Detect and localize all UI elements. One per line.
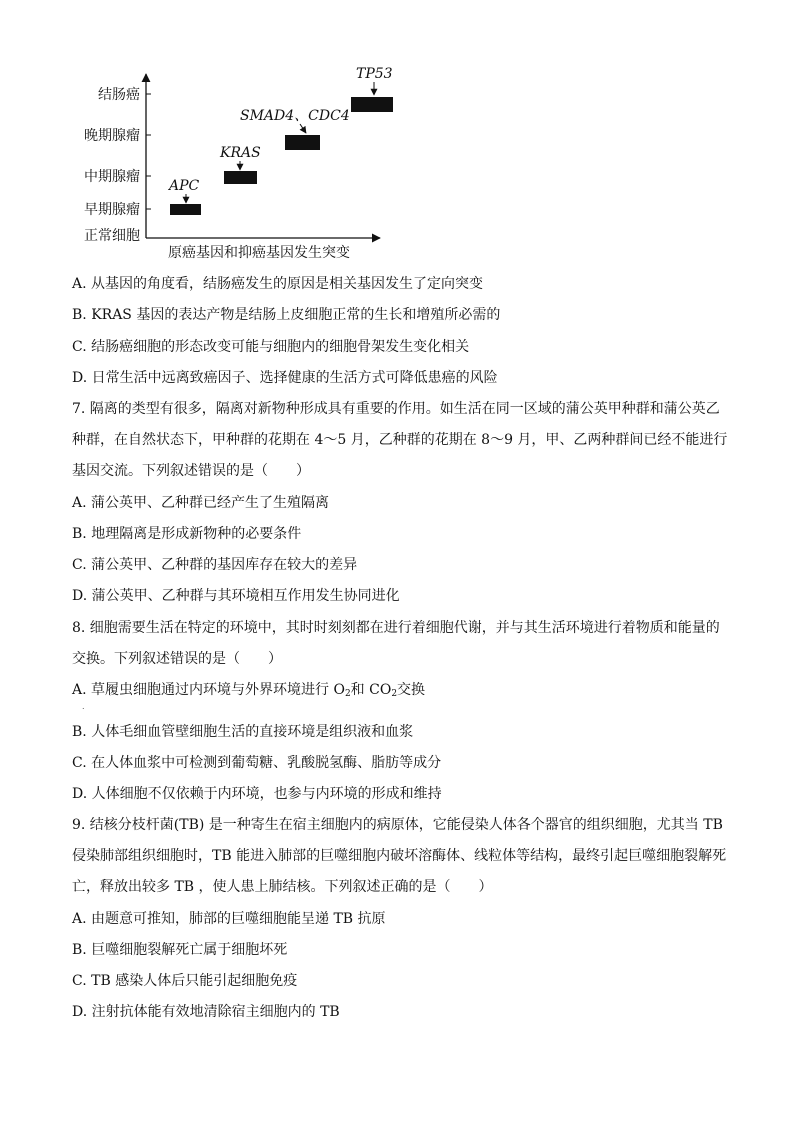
q8-option-a-suffix: 交换	[397, 682, 426, 698]
q9-stem-line-1: 9. 结核分枝杆菌(TB) 是一种寄生在宿主细胞内的病原体，它能侵染人体各个器官的组织细胞，尤其当 TB	[72, 817, 723, 833]
q7-stem-line-3: 基因交流。下列叙述错误的是（ ）	[72, 463, 310, 479]
q6-option-d[interactable]: D. 日常生活中远离致癌因子、选择健康的生活方式可降低患癌的风险	[72, 370, 498, 386]
q8-option-d[interactable]: D. 人体细胞不仅依赖于内环境，也参与内环境的形成和维持	[72, 786, 442, 802]
q7-stem-line-2: 种群，在自然状态下，甲种群的花期在 4～5 月，乙种群的花期在 8～9 月，甲、乙两种群间已经不能进行	[72, 432, 728, 448]
q7-option-d[interactable]: D. 蒲公英甲、乙种群与其环境相互作用发生协同进化	[72, 588, 400, 604]
colon-cancer-stage-diagram	[60, 58, 420, 268]
q7-option-b[interactable]: B. 地理隔离是形成新物种的必要条件	[72, 526, 302, 542]
q8-stem-line-2: 交换。下列叙述错误的是（ ）	[72, 651, 282, 667]
q8-option-a-mid: 和 CO	[350, 682, 392, 698]
q8-stem-line-1: 8. 细胞需要生活在特定的环境中，其时时刻刻都在进行着细胞代谢，并与其生活环境进行着物质和能量的	[72, 620, 720, 636]
y-label-early-adenoma: 早期腺瘤	[84, 202, 140, 218]
q7-option-a[interactable]: A. 蒲公英甲、乙种群已经产生了生殖隔离	[72, 495, 330, 511]
gene-label-apc: APC	[169, 178, 200, 194]
q7-option-c[interactable]: C. 蒲公英甲、乙种群的基因库存在较大的差异	[72, 557, 358, 573]
q9-stem-line-3: 亡，释放出较多 TB ，使人患上肺结核。下列叙述正确的是（ ）	[72, 879, 493, 895]
gene-label-smad4-cdc4: SMAD4、CDC4	[240, 108, 350, 124]
y-label-normal-cell: 正常细胞	[84, 228, 140, 244]
stage-bar-kras	[224, 171, 257, 184]
q8-option-a[interactable]	[72, 680, 425, 700]
q8-option-a-prefix: A. 草履虫细胞通过内环境与外界环境进行 O	[72, 682, 345, 698]
q6-option-c[interactable]: C. 结肠癌细胞的形态改变可能与细胞内的细胞骨架发生变化相关	[72, 339, 470, 355]
q9-option-d[interactable]: D. 注射抗体能有效地清除宿主细胞内的 TB	[72, 1004, 340, 1020]
q9-option-b[interactable]: B. 巨噬细胞裂解死亡属于细胞坏死	[72, 942, 288, 958]
q6-option-a[interactable]: A. 从基因的角度看，结肠癌发生的原因是相关基因发生了定向突变	[72, 276, 484, 292]
subscript-2: 2	[344, 689, 351, 699]
q6-option-b[interactable]: B. KRAS 基因的表达产物是结肠上皮细胞正常的生长和增殖所必需的	[72, 307, 501, 323]
q9-option-c[interactable]: C. TB 感染人体后只能引起细胞免疫	[72, 973, 298, 989]
y-label-mid-adenoma: 中期腺瘤	[84, 169, 140, 185]
y-label-late-adenoma: 晚期腺瘤	[84, 128, 140, 144]
stray-dot: .	[82, 702, 85, 711]
y-label-colon-cancer: 结肠癌	[98, 87, 140, 103]
q9-stem-line-2: 侵染肺部组织细胞时，TB 能进入肺部的巨噬细胞内破坏溶酶体、线粒体等结构，最终引起巨噬细胞裂解死	[72, 848, 727, 864]
x-axis-label: 原癌基因和抑癌基因发生突变	[168, 245, 350, 261]
gene-label-kras: KRAS	[220, 145, 261, 161]
stage-bar-apc	[170, 204, 201, 215]
q8-option-c[interactable]: C. 在人体血浆中可检测到葡萄糖、乳酸脱氢酶、脂肪等成分	[72, 755, 442, 771]
subscript-2: 2	[391, 689, 398, 699]
stage-bar-smad4-cdc4	[285, 135, 320, 150]
q7-stem-line-1: 7. 隔离的类型有很多，隔离对新物种形成具有重要的作用。如生活在同一区域的蒲公英甲种群和蒲公英乙	[72, 401, 720, 417]
arrow-smad4-cdc4	[300, 124, 306, 133]
q9-option-a[interactable]: A. 由题意可推知，肺部的巨噬细胞能呈递 TB 抗原	[72, 911, 386, 927]
q8-option-b[interactable]: B. 人体毛细血管壁细胞生活的直接环境是组织液和血浆	[72, 724, 414, 740]
stage-bar-tp53	[351, 97, 393, 112]
gene-label-tp53: TP53	[356, 66, 393, 82]
